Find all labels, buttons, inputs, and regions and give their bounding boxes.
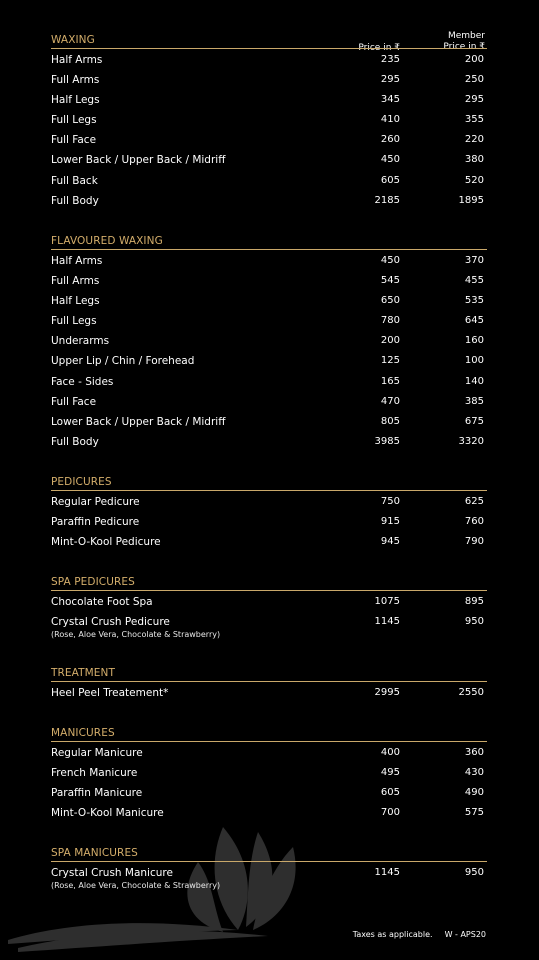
service-name: Lower Back / Upper Back / Midriff — [51, 154, 226, 167]
service-price: 400 — [380, 747, 400, 758]
item-list — [51, 744, 487, 824]
service-member-price: 535 — [464, 295, 484, 307]
service-member-price: 645 — [464, 315, 484, 327]
service-price: 200 — [380, 335, 400, 347]
service-member-price: 760 — [464, 516, 484, 528]
section-flavoured-waxing — [51, 232, 487, 453]
section-header — [51, 473, 487, 491]
service-row — [51, 593, 487, 613]
section-header — [51, 844, 487, 862]
service-name: Underarms — [51, 335, 110, 348]
service-name: Mint-O-Kool Manicure — [51, 807, 164, 820]
service-price: 295 — [380, 74, 400, 86]
section-spa-pedicures — [51, 573, 487, 641]
service-name: Mint-O-Kool Pedicure — [51, 536, 161, 549]
service-member-price: 200 — [464, 54, 484, 65]
service-member-price: 490 — [464, 787, 484, 799]
service-row — [51, 51, 487, 71]
service-row — [51, 151, 487, 171]
item-list — [51, 593, 487, 641]
service-price: 650 — [380, 295, 400, 307]
service-member-price: 895 — [464, 596, 484, 607]
service-name: Full Legs — [51, 315, 97, 328]
service-member-price: 625 — [464, 496, 484, 507]
service-row — [51, 172, 487, 192]
section-header — [51, 664, 487, 682]
section-title: PEDICURES — [51, 476, 112, 488]
section-title: TREATMENT — [51, 667, 115, 679]
service-price: 2185 — [374, 194, 400, 206]
service-note: (Rose, Aloe Vera, Chocolate & Strawberry) — [51, 630, 221, 640]
service-member-price: 790 — [464, 536, 484, 548]
section-title: FLAVOURED WAXING — [51, 235, 163, 247]
service-name: Half Legs — [51, 94, 100, 107]
service-row — [51, 292, 487, 312]
section-header — [51, 232, 487, 250]
service-price: 165 — [380, 375, 400, 387]
service-name: Full Body — [51, 194, 99, 207]
service-member-price: 370 — [464, 255, 484, 266]
service-price: 495 — [380, 767, 400, 779]
service-row — [51, 131, 487, 151]
service-name: French Manicure — [51, 767, 138, 780]
service-name: Full Face — [51, 395, 97, 408]
service-price: 1075 — [374, 596, 400, 607]
section-header — [51, 31, 487, 49]
service-price: 1145 — [374, 616, 400, 628]
service-row — [51, 272, 487, 292]
service-name: Chocolate Foot Spa — [51, 596, 153, 608]
service-name: Half Legs — [51, 295, 100, 308]
service-name: Full Arms — [51, 275, 100, 288]
service-price: 470 — [380, 395, 400, 407]
service-row — [51, 513, 487, 533]
service-price: 450 — [380, 255, 400, 266]
service-row — [51, 684, 487, 704]
service-name: Paraffin Pedicure — [51, 516, 140, 529]
service-row — [51, 192, 487, 212]
service-name: Regular Pedicure — [51, 496, 140, 508]
service-price: 410 — [380, 114, 400, 126]
section-manicures — [51, 724, 487, 824]
service-row — [51, 613, 487, 641]
taxes-note: Taxes as applicable. — [352, 930, 433, 939]
service-name: Full Arms — [51, 74, 100, 87]
footer — [353, 930, 486, 939]
service-name: Full Body — [51, 435, 99, 448]
service-name: Lower Back / Upper Back / Midriff — [51, 415, 226, 428]
service-price: 805 — [380, 415, 400, 427]
item-list — [51, 864, 487, 892]
section-title: MANICURES — [51, 727, 115, 739]
service-price: 235 — [380, 54, 400, 65]
service-name: Regular Manicure — [51, 747, 143, 759]
service-name: Full Back — [51, 174, 98, 187]
service-row — [51, 804, 487, 824]
service-row — [51, 373, 487, 393]
service-price: 605 — [380, 174, 400, 186]
menu-code: W - APS20 — [444, 930, 486, 939]
service-member-price: 950 — [464, 616, 484, 628]
service-name: Face - Sides — [51, 375, 114, 388]
service-row — [51, 433, 487, 453]
service-price: 915 — [380, 516, 400, 528]
service-row — [51, 393, 487, 413]
section-spa-manicures — [51, 844, 487, 892]
service-note: (Rose, Aloe Vera, Chocolate & Strawberry) — [51, 881, 221, 890]
member-label-line1: Member — [447, 31, 485, 41]
service-member-price: 250 — [464, 74, 484, 86]
service-member-price: 675 — [464, 415, 484, 427]
section-waxing — [51, 31, 487, 212]
service-row — [51, 744, 487, 764]
price-column-header: Price in ₹ — [358, 43, 400, 53]
service-price: 2995 — [374, 687, 400, 698]
service-member-price: 220 — [464, 134, 484, 146]
section-pedicures — [51, 473, 487, 553]
service-name: Half Arms — [51, 54, 103, 66]
service-price: 345 — [380, 94, 400, 106]
service-row — [51, 312, 487, 332]
item-list — [51, 252, 487, 453]
section-header — [51, 724, 487, 742]
service-row — [51, 71, 487, 91]
service-price: 700 — [380, 807, 400, 819]
service-member-price: 100 — [464, 355, 484, 367]
service-row — [51, 493, 487, 513]
item-list — [51, 684, 487, 704]
service-price: 125 — [380, 355, 400, 367]
service-row — [51, 413, 487, 433]
service-member-price: 520 — [464, 174, 484, 186]
service-name: Upper Lip / Chin / Forehead — [51, 355, 195, 368]
service-price: 450 — [380, 154, 400, 166]
service-member-price: 360 — [464, 747, 484, 758]
service-row — [51, 784, 487, 804]
service-member-price: 385 — [464, 395, 484, 407]
service-row — [51, 864, 487, 892]
service-member-price: 1895 — [458, 194, 484, 206]
service-price: 945 — [380, 536, 400, 548]
item-list — [51, 493, 487, 553]
section-treatment — [51, 664, 487, 704]
service-member-price: 160 — [464, 335, 484, 347]
service-price: 750 — [380, 496, 400, 507]
service-member-price: 2550 — [458, 687, 484, 698]
service-price: 545 — [380, 275, 400, 287]
service-price: 780 — [380, 315, 400, 327]
service-member-price: 950 — [464, 867, 484, 878]
service-member-price: 455 — [464, 275, 484, 287]
member-label-line2: Price in ₹ — [443, 42, 485, 52]
service-member-price: 575 — [464, 807, 484, 819]
item-list — [51, 51, 487, 212]
service-row — [51, 111, 487, 131]
service-row — [51, 332, 487, 352]
service-row — [51, 533, 487, 553]
service-name: Full Face — [51, 134, 97, 147]
service-name: Paraffin Manicure — [51, 787, 143, 800]
service-name: Heel Peel Treatement* — [51, 687, 169, 699]
section-title: SPA PEDICURES — [51, 576, 135, 588]
section-title: WAXING — [51, 34, 95, 46]
service-row — [51, 91, 487, 111]
service-name: Half Arms — [51, 255, 103, 267]
service-member-price: 355 — [464, 114, 484, 126]
service-member-price: 295 — [464, 94, 484, 106]
service-row — [51, 252, 487, 272]
section-title: SPA MANICURES — [51, 847, 138, 859]
section-header — [51, 573, 487, 591]
service-name: Full Legs — [51, 114, 97, 127]
service-member-price: 380 — [464, 154, 484, 166]
service-price: 260 — [380, 134, 400, 146]
service-name: Crystal Crush Manicure — [51, 867, 173, 879]
service-member-price: 140 — [464, 375, 484, 387]
service-price: 605 — [380, 787, 400, 799]
service-price: 3985 — [374, 435, 400, 447]
service-row — [51, 764, 487, 784]
service-member-price: 430 — [464, 767, 484, 779]
service-member-price: 3320 — [458, 435, 484, 447]
service-row — [51, 352, 487, 372]
service-name: Crystal Crush Pedicure — [51, 616, 170, 629]
service-price: 1145 — [374, 867, 400, 878]
